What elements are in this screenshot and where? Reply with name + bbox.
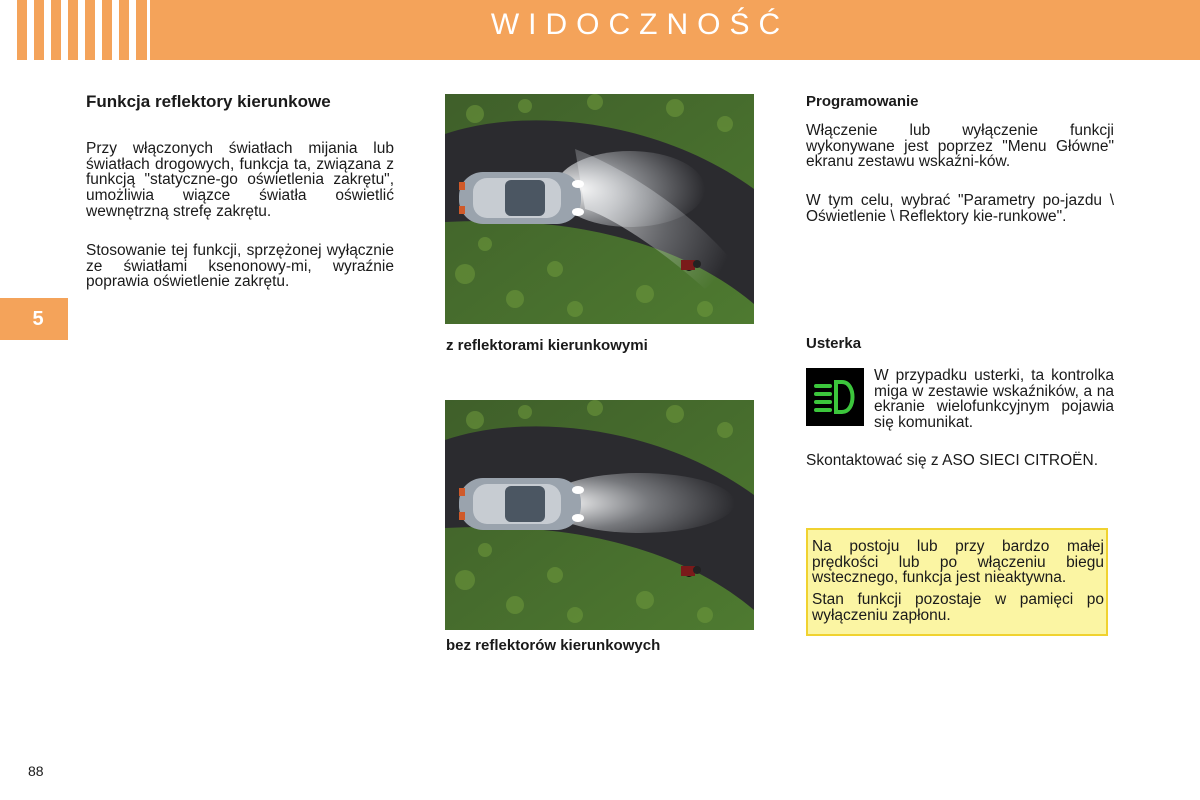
header-stripe <box>102 0 112 60</box>
header-stripe <box>119 0 129 60</box>
section-title: Funkcja reflektory kierunkowe <box>86 92 331 111</box>
programming-heading: Programowanie <box>806 93 919 110</box>
page-title: WIDOCZNOŚĆ <box>490 8 790 41</box>
headlamp-warning-icon <box>806 368 864 426</box>
illustration-without-directional-lights <box>445 400 754 630</box>
header-stripe <box>85 0 95 60</box>
page-number: 88 <box>28 763 44 779</box>
chapter-number: 5 <box>32 307 44 330</box>
header-stripe <box>51 0 61 60</box>
note-box <box>806 528 1108 636</box>
caption-without-directional-lights: bez reflektorów kierunkowych <box>446 637 661 654</box>
caption-with-directional-lights: z reflektorami kierunkowymi <box>446 337 648 354</box>
header-stripe <box>34 0 44 60</box>
note-memory-paragraph: Stan funkcji pozostaje w pamięci po wyłączeniu zapłonu. <box>812 591 1104 624</box>
header-stripes <box>17 0 147 60</box>
intro-paragraph: Przy włączonych światłach mijania lub światłach drogowych, funkcja ta, związana z funkcją "statyczne-go oświetlenia zakrętu", umożliwia wiązce światła oświetlić wewnętrzną strefę zakrętu. <box>86 140 394 220</box>
programming-paragraph: Włączenie lub wyłączenie funkcji wykonywane jest poprzez "Menu Główne" ekranu zestawu wskaźni-ków. <box>806 122 1114 171</box>
usage-paragraph: Stosowanie tej funkcji, sprzężonej wyłącznie ze światłami ksenonowy-mi, wyraźnie poprawia oświetlenie zakrętu. <box>86 242 394 291</box>
header-stripe <box>136 0 147 60</box>
fault-heading: Usterka <box>806 335 862 352</box>
header-stripe <box>68 0 78 60</box>
note-inactive-paragraph: Na postoju lub przy bardzo małej prędkości lub po włączeniu biegu wstecznego, funkcja jest nieaktywna. <box>812 538 1104 587</box>
chapter-tab[interactable] <box>0 298 68 340</box>
programming-path-paragraph: W tym celu, wybrać "Parametry po-jazdu \ Oświetlenie \ Reflektory kie-runkowe". <box>806 192 1114 225</box>
fault-contact-paragraph: Skontaktować się z ASO SIECI CITROËN. <box>806 452 1099 469</box>
illustration-with-directional-lights <box>445 94 754 324</box>
fault-paragraph: W przypadku usterki, ta kontrolka miga w zestawie wskaźników, a na ekranie wielofunkcyjnym pojawia się komunikat. <box>874 367 1114 432</box>
header-stripe <box>17 0 27 60</box>
